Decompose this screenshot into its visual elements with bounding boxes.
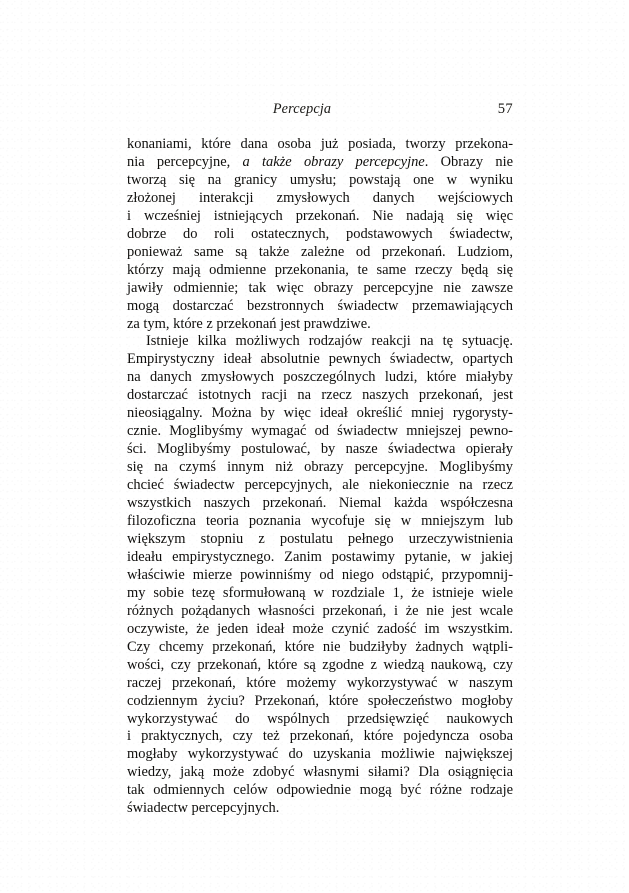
text-line: wykorzystywać do wspólnych przedsięwzięć naukowych (127, 710, 513, 727)
emphasis: a także obrazy percepcyjne (242, 153, 425, 170)
text-line: dostarczać istotnych racji na rzecz naszych przekonań, jest (127, 387, 513, 404)
text-line: mogłaby wykorzystywać do uzyskania możliwie największej (127, 746, 513, 763)
running-head-title: Percepcja (272, 101, 332, 117)
text-line: dobrze do roli ostatecznych, podstawowych świadectw, (127, 225, 513, 242)
text-line: oczywiste, że jeden ideał może czynić zadość im wszystkim. (127, 620, 513, 637)
text-line: Empirystyczny ideał absolutnie pewnych świadectw, opartych (127, 351, 513, 368)
text-line: wiedzy, jaką może zdobyć własnymi siłami? Dla osiągnięcia (127, 764, 513, 781)
text-line: cznie. Moglibyśmy wymagać od świadectw mniejszej pewno- (127, 423, 513, 440)
text-line: filozoficzna teoria poznania wycofuje się w mniejszym lub (127, 513, 513, 530)
text-line: i wcześniej istniejących przekonań. Nie nadają się więc (127, 207, 513, 224)
text-line: różnych pożądanych własności przekonań, i że nie jest wcale (127, 602, 513, 619)
text-line: którzy mają odmienne przekonania, te same rzeczy będą się (127, 261, 513, 278)
text-line: konaniami, które dana osoba już posiada, tworzy przekona- (127, 136, 513, 152)
text-line: się na czymś innym niż obrazy percepcyjne. Moglibyśmy (127, 459, 513, 476)
text-line: codziennym życiu? Przekonań, które społeczeństwo mogłoby (127, 692, 513, 709)
page-number: 57 (497, 101, 513, 117)
text-line: tworzą się na granicy umysłu; powstają one w wyniku (127, 171, 513, 188)
running-head (127, 101, 513, 123)
text-line: nia percepcyjne, a także obrazy percepcyjne. Obrazy nie (127, 153, 513, 170)
text-line: ponieważ same są także zależne od przekonań. Ludziom, (127, 243, 513, 260)
paragraph (127, 333, 513, 818)
text-line: wszystkich naszych przekonań. Niemal każda współczesna (127, 495, 513, 512)
text-line: większym stopniu z postulatu pełnego urzeczywistnienia (127, 530, 513, 547)
text-line: raczej przekonań, które możemy wykorzystywać w naszym (127, 674, 513, 691)
text-line: wości, czy przekonań, które są zgodne z wiedzą naukową, czy (127, 656, 513, 673)
text-line: i praktycznych, czy też przekonań, które pojedyncza osoba (127, 728, 513, 745)
text-line: chcieć świadectw percepcyjnych, ale niekoniecznie na rzecz (127, 477, 513, 494)
text-line: my sobie tezę sformułowaną w rozdziale 1, że istnieje wiele (127, 584, 513, 601)
text-line: świadectw percepcyjnych. (127, 800, 280, 817)
text-line: na danych zmysłowych poszczególnych ludzi, które miałyby (127, 369, 513, 386)
text-line: za tym, które z przekonań jest prawdziwe. (127, 315, 371, 332)
text-line: ideału empirystycznego. Zanim postawimy pytanie, w jakiej (127, 548, 513, 565)
text-line: nieosiągalny. Można by więc ideał określić mniej rygorysty- (127, 405, 513, 422)
paragraph (127, 136, 513, 333)
text-line: złożonej interakcji zmysłowych danych wejściowych (127, 189, 513, 206)
text-line: Istnieje kilka możliwych rodzajów reakcji na tę sytuację. (146, 333, 513, 350)
text-line: właściwie mierze powinniśmy od niego odstąpić, przypomnij- (127, 566, 513, 583)
text-line: ści. Moglibyśmy postulować, by nasze świadectwa opierały (127, 441, 513, 458)
text-line: mogą dostarczać bezstronnych świadectw przemawiających (127, 297, 513, 314)
body-text (127, 136, 513, 818)
text-line: Czy chcemy przekonań, które nie budziłyby żadnych wątpli- (127, 638, 513, 655)
text-line: jawiły odmiennie; tak więc obrazy percepcyjne nie zawsze (127, 279, 513, 296)
text-line: tak odmiennych celów odpowiednie mogą być różne rodzaje (127, 782, 513, 799)
